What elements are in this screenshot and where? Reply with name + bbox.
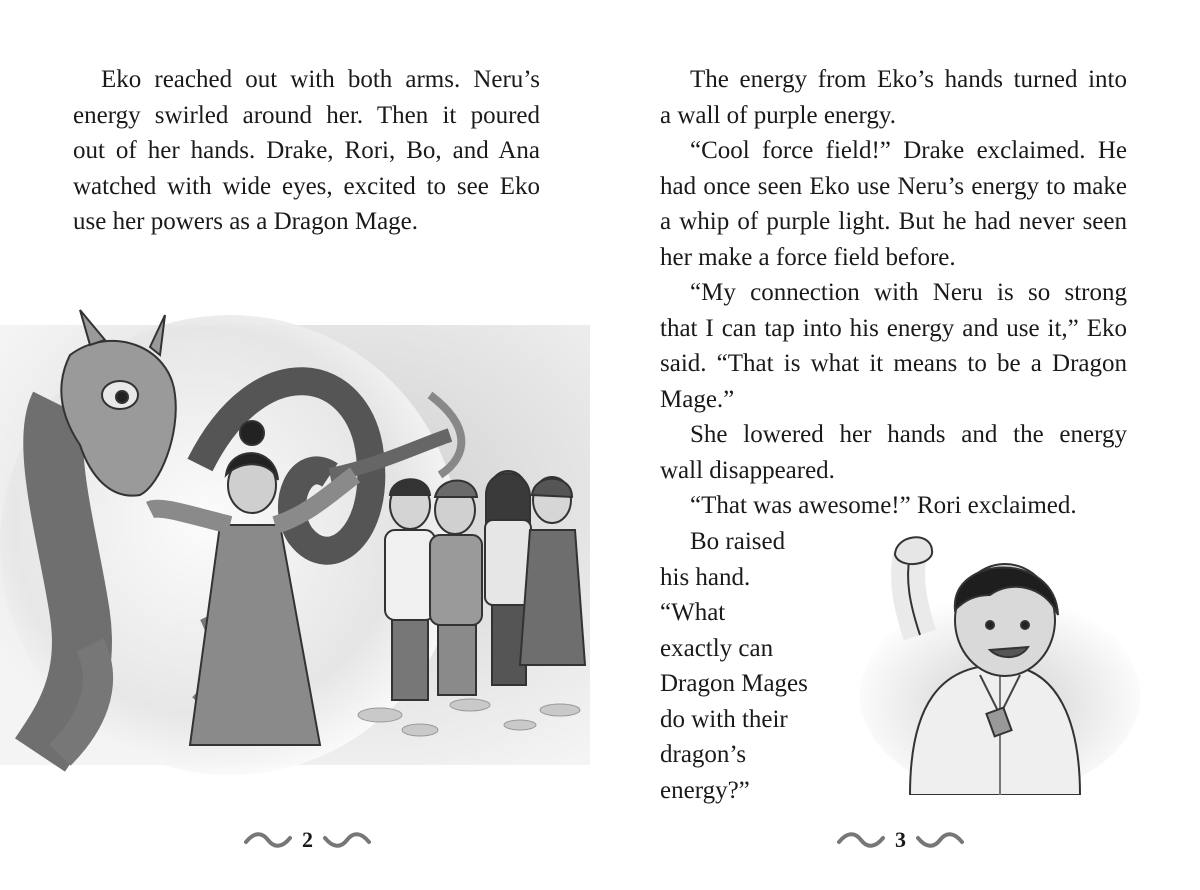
left-flourish-icon bbox=[244, 832, 292, 848]
text-line: The energy from Eko’s hands turned into bbox=[690, 66, 1127, 93]
dragon-mage-illustration bbox=[0, 285, 600, 785]
page-number-ornament bbox=[828, 820, 973, 860]
text-line: Eko reached out with both arms. Neru’s bbox=[101, 66, 540, 93]
text-line: a wall of purple energy. bbox=[660, 101, 897, 129]
text-line: said. “That is what it means to be a Dragon bbox=[660, 350, 1127, 377]
right-page bbox=[600, 0, 1200, 890]
text-line: wall disappeared. bbox=[660, 456, 835, 484]
text-line: Bo raised bbox=[690, 528, 786, 555]
page-number: 2 bbox=[302, 827, 313, 852]
text-line: her make a force field before. bbox=[660, 243, 956, 271]
text-line: “What bbox=[660, 599, 726, 626]
text-line: “That was awesome!” Rori exclaimed. bbox=[690, 492, 1077, 519]
bo-dialogue-block bbox=[660, 524, 860, 808]
text-line: use her powers as a Dragon Mage. bbox=[73, 208, 419, 235]
text-line: “My connection with Neru is so strong bbox=[690, 279, 1127, 306]
text-line: She lowered her hands and the energy bbox=[690, 421, 1127, 448]
text-line: dragon’s bbox=[660, 741, 747, 768]
text-line: Mage.” bbox=[660, 385, 735, 413]
bo-illustration bbox=[840, 525, 1140, 795]
page-number-ornament bbox=[240, 820, 375, 860]
text-line: energy swirled around her. Then it poured bbox=[73, 101, 540, 129]
page-number: 3 bbox=[895, 827, 906, 852]
text-line: out of her hands. Drake, Rori, Bo, and Ana bbox=[73, 137, 540, 164]
right-flourish-icon bbox=[916, 832, 964, 848]
right-text-block bbox=[660, 62, 1127, 524]
text-line: do with their bbox=[660, 705, 788, 733]
left-flourish-icon bbox=[837, 832, 885, 848]
right-flourish-icon bbox=[323, 832, 371, 848]
text-line: that I can tap into his energy and use it,” Eko bbox=[660, 314, 1127, 342]
text-line: “Cool force field!” Drake exclaimed. He bbox=[690, 137, 1127, 164]
text-line: Dragon Mages bbox=[660, 670, 808, 697]
text-line: watched with wide eyes, excited to see Eko bbox=[73, 172, 540, 200]
left-paragraph bbox=[73, 62, 540, 240]
text-line: a whip of purple light. But he had never seen bbox=[660, 208, 1127, 235]
text-line: had once seen Eko use Neru’s energy to make bbox=[660, 172, 1127, 200]
text-line: his hand. bbox=[660, 563, 751, 591]
text-line: energy?” bbox=[660, 776, 750, 804]
text-line: exactly can bbox=[660, 634, 774, 662]
